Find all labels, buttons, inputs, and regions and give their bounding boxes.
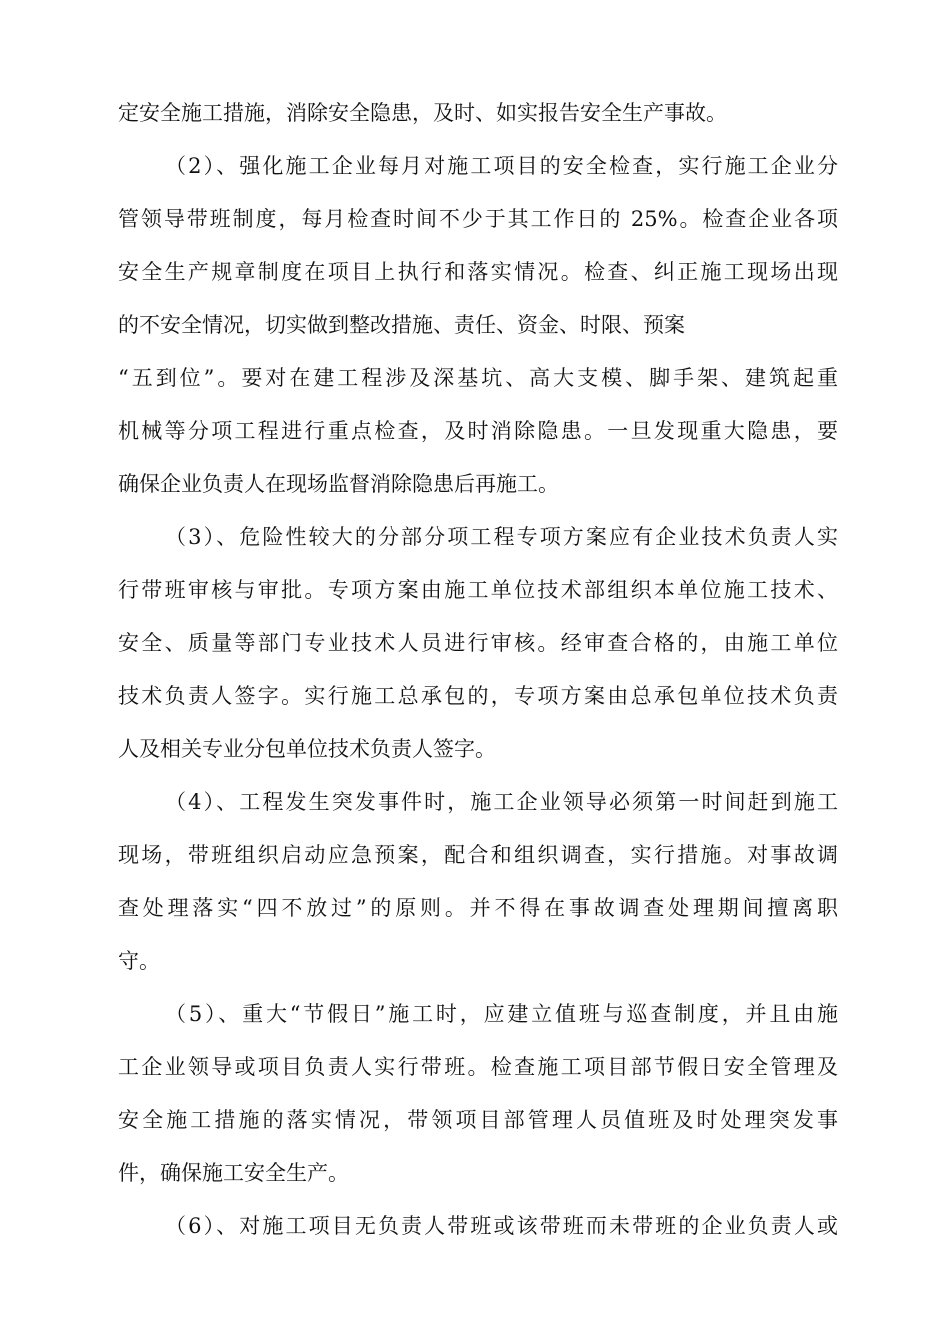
- text-line: 人及相关专业分包单位技术负责人签字。: [118, 737, 496, 761]
- text-line: 安全施工措施的落实情况，带领项目部管理人员值班及时处理突发事: [118, 1108, 838, 1132]
- text-line: 管领导带班制度，每月检查时间不少于其工作日的 25%。检查企业各项: [118, 207, 838, 231]
- text-line: 查处理落实“四不放过”的原则。并不得在事故调查处理期间擅离职: [118, 896, 838, 920]
- text-line: 确保企业负责人在现场监督消除隐患后再施工。: [118, 472, 559, 496]
- text-line: 安全、质量等部门专业技术人员进行审核。经审查合格的，由施工单位: [118, 631, 838, 655]
- text-line: 的不安全情况，切实做到整改措施、责任、资金、时限、预案: [118, 313, 685, 337]
- text-line: 技术负责人签字。实行施工总承包的，专项方案由总承包单位技术负责: [118, 684, 838, 708]
- paragraph-5-start: （5）、重大“节假日”施工时，应建立值班与巡查制度，并且由施: [165, 1002, 838, 1026]
- text-line: 件，确保施工安全生产。: [118, 1161, 349, 1185]
- text-line: “五到位”。要对在建工程涉及深基坑、高大支模、脚手架、建筑起重: [118, 366, 838, 390]
- paragraph-3-start: （3）、危险性较大的分部分项工程专项方案应有企业技术负责人实: [165, 525, 838, 549]
- text-line: 安全生产规章制度在项目上执行和落实情况。检查、纠正施工现场出现: [118, 260, 838, 284]
- paragraph-2-start: （2）、强化施工企业每月对施工项目的安全检查，实行施工企业分: [165, 154, 838, 178]
- paragraph-6-start: （6）、对施工项目无负责人带班或该带班而未带班的企业负责人或: [165, 1214, 838, 1238]
- text-line: 守。: [118, 949, 160, 973]
- text-line: 定安全施工措施，消除安全隐患，及时、如实报告安全生产事故。: [118, 101, 727, 125]
- text-line: 机械等分项工程进行重点检查，及时消除隐患。一旦发现重大隐患，要: [118, 419, 838, 443]
- paragraph-4-start: （4）、工程发生突发事件时，施工企业领导必须第一时间赶到施工: [165, 790, 838, 814]
- text-line: 行带班审核与审批。专项方案由施工单位技术部组织本单位施工技术、: [118, 578, 838, 602]
- text-line: 现场，带班组织启动应急预案，配合和组织调查，实行措施。对事故调: [118, 843, 838, 867]
- text-line: 工企业领导或项目负责人实行带班。检查施工项目部节假日安全管理及: [118, 1055, 838, 1079]
